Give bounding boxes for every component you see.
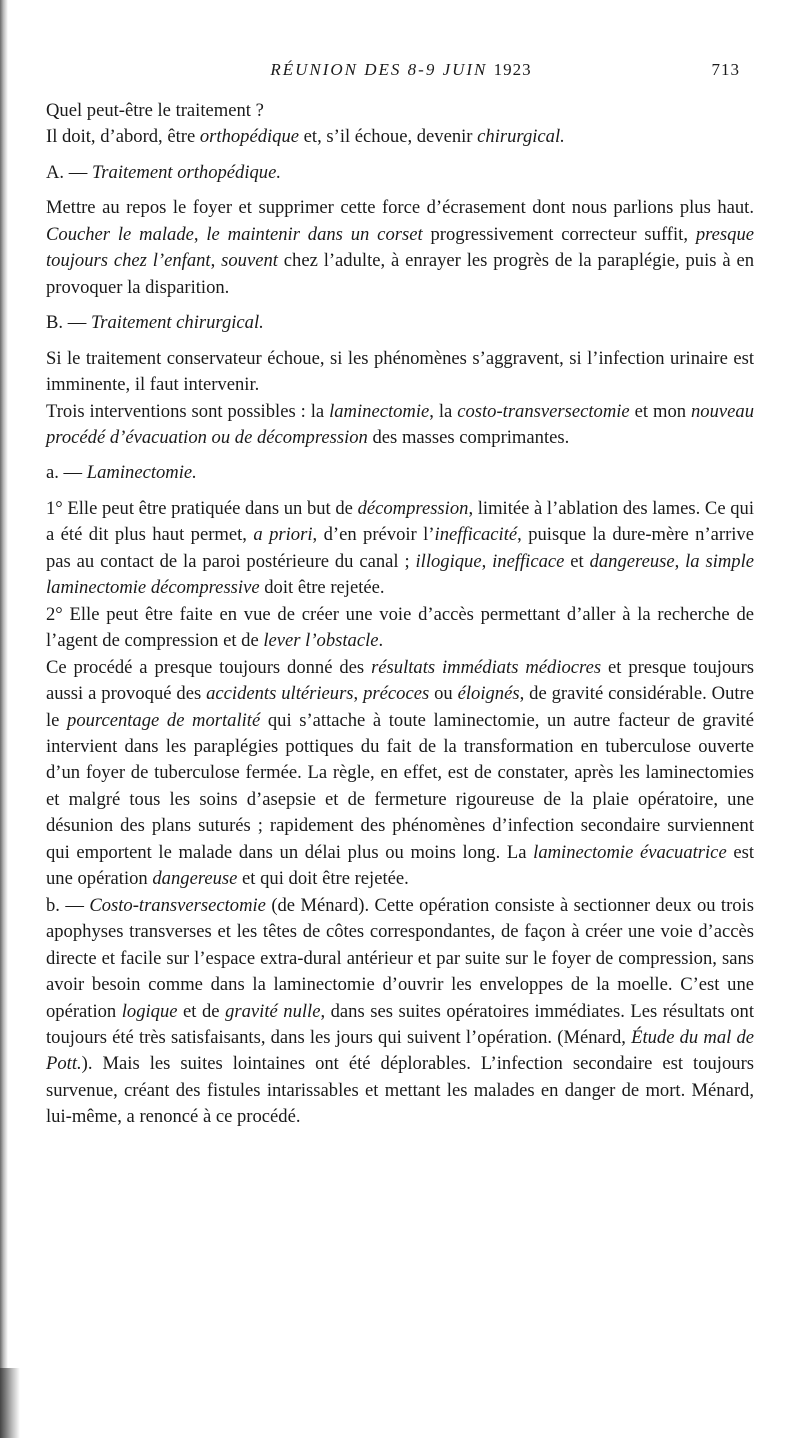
text-run: Si le traitement conservateur échoue, si les phénomènes s’aggravent, si l’infection urinaire est imminente, il faut intervenir.	[46, 347, 754, 396]
text-run: et qui doit être rejetée.	[237, 868, 409, 890]
text-run: doit être rejetée.	[259, 577, 385, 599]
italic-run: accidents ultérieurs	[206, 683, 354, 705]
italic-run: nouveau procédé d’évacuation ou de décompression	[46, 400, 754, 448]
text-run: A. —	[46, 161, 92, 183]
text-run: b. —	[46, 894, 90, 916]
text-run: Ce procédé a presque toujours donné des	[46, 656, 372, 678]
text-run: , dans ses suites opératoires immédiates. Les résultats ont toujours été très satisfaisants, dans les jours qui suivent l’opération. (Ménard,	[46, 1000, 754, 1048]
page-number: 713	[711, 60, 740, 79]
text-run: .	[378, 630, 384, 652]
italic-run: a priori	[253, 524, 313, 546]
text-run: Mettre au repos le foyer et supprimer cette force d’écrasement dont nous parlions plus haut.	[46, 197, 754, 219]
text-run: ,	[353, 683, 364, 705]
italic-run: Laminectomie.	[86, 462, 197, 484]
italic-run: Coucher le malade	[46, 223, 194, 245]
italic-run: lever l’obstacle	[263, 630, 379, 652]
italic-run: laminectomie	[329, 400, 430, 422]
page-binding-edge-bottom	[0, 1368, 20, 1438]
italic-run: dangereuse	[589, 550, 675, 572]
italic-run: souvent	[221, 250, 278, 272]
text-run: a. —	[46, 462, 87, 484]
page-header	[48, 60, 754, 90]
text-run: Il doit, d’abord, être	[46, 126, 200, 148]
text-run: et mon	[629, 400, 691, 422]
italic-run: Étude du mal de Pott.	[46, 1026, 754, 1075]
text-run: 2° Elle peut être faite en vue de créer une voie d’accès permettant d’aller à la recherche de l’agent de compression et de	[46, 603, 754, 652]
paragraph-laminectomy-2	[46, 602, 754, 655]
text-run: B. —	[46, 312, 91, 334]
italic-run: précoces	[363, 683, 430, 705]
italic-run: presque toujours chez l’enfant	[46, 223, 754, 272]
running-title-text: RÉUNION DES 8-9 JUIN	[270, 60, 488, 79]
italic-run: costo-transversectomie	[457, 400, 630, 422]
paragraph-costo-transversectomy	[46, 893, 754, 1131]
italic-run: gravité nulle	[225, 1000, 321, 1022]
italic-run: pourcentage de mortalité	[67, 709, 261, 731]
text-run: ,	[481, 550, 493, 572]
italic-run: Costo-transversectomie	[89, 894, 266, 916]
text-run: ). Mais les suites lointaines ont été déplorables. L’infection secondaire est toujours survenue, créant des fistules intarissables et mettant les malades en danger de mort. Ménard, lui-même, a renoncé à ce procédé.	[46, 1053, 754, 1128]
section-heading-a	[46, 160, 754, 186]
italic-run: résultats immédiats médiocres	[371, 656, 602, 678]
text-run: ,	[193, 223, 207, 245]
italic-run: logique	[121, 1000, 178, 1022]
text-run: chez l’adulte, à enrayer les progrès de la paraplégie, puis à en provoquer la disparition.	[46, 250, 754, 298]
italic-run: dangereuse	[152, 868, 238, 890]
text-run: et de	[177, 1000, 226, 1022]
italic-run: la simple laminectomie décompressive	[46, 550, 755, 599]
text-run: (de Ménard). Cette opération consiste à sectionner deux ou trois apophyses transverses et les têtes de côtes correspondantes, de façon à créer une voie d’accès directe et facile sur l’espace extra-dural antérieur et par suite sur le foyer de compression, sans avoir besoin comme dans la laminectomie d’ouvrir les enveloppes de la moelle. C’est une opération	[46, 894, 754, 1022]
text-run: ,	[674, 550, 686, 572]
italic-run: décompression	[357, 497, 469, 519]
italic-run: orthopédique	[199, 126, 300, 148]
text-run: 1° Elle peut être pratiquée dans un but de	[46, 497, 358, 519]
text-run: est une opération	[46, 841, 755, 890]
italic-run: éloignés	[457, 683, 520, 705]
italic-run: le maintenir dans un corset	[206, 223, 423, 245]
text-run: , limitée à l’ablation des lames. Ce qui a été dit plus haut permet,	[46, 497, 755, 546]
italic-run: inefficace	[492, 550, 565, 572]
text-run: , d’en prévoir l’	[312, 524, 435, 546]
text-run: et presque toujours aussi a provoqué des	[46, 656, 754, 705]
text-run: , la	[429, 400, 458, 422]
text-run: ou	[429, 683, 458, 705]
text-run: et, s’il échoue, devenir	[299, 126, 478, 148]
page-binding-edge	[0, 0, 8, 1438]
paragraph-results	[46, 655, 754, 893]
text-run: Trois interventions sont possibles : la	[46, 400, 330, 422]
section-heading-b	[46, 310, 754, 336]
text-run: et	[564, 550, 590, 572]
paragraph-conservative-fails	[46, 346, 754, 399]
italic-run: Traitement orthopédique.	[91, 161, 281, 183]
text-run: , puisque la dure-mère n’arrive pas au contact de la paroi postérieure du canal ;	[46, 524, 754, 572]
italic-run: chirurgical.	[477, 126, 565, 148]
text-run: ,	[210, 250, 222, 272]
text-run: progressivement correcteur suffit,	[422, 223, 696, 245]
italic-run: inefficacité	[434, 524, 518, 546]
running-title-year: 1923	[493, 60, 532, 79]
subsection-heading-laminectomy	[46, 460, 754, 486]
italic-run: Traitement chirurgical.	[90, 312, 264, 334]
text-run: Quel peut-être le traitement ?	[46, 100, 264, 121]
body-text	[46, 98, 754, 1131]
text-run: , de gravité considérable. Outre le	[46, 683, 754, 731]
italic-run: illogique	[415, 550, 482, 572]
running-title	[48, 60, 754, 80]
italic-run: laminectomie évacuatrice	[533, 841, 727, 863]
text-run: des masses comprimantes.	[367, 426, 570, 448]
paragraph-laminectomy-1	[46, 496, 754, 602]
paragraph-question	[46, 98, 754, 124]
paragraph-three-interventions	[46, 399, 754, 452]
text-run: qui s’attache à toute laminectomie, un autre facteur de gravité intervient dans les paraplégies pottiques du fait de la transformation en tuberculose ouverte d’un foyer de tuberculose fermée. La règle, en effet, est de constater, après les laminectomies et malgré tous les soins d’asepsie et de fermeture rigoureuse de la plaie opératoire, une désunion des plans suturés ; rapidement des phénomènes d’infection secondaire surviennent qui emportent le malade dans un délai plus ou moins long. La	[46, 709, 754, 863]
paragraph-orthopedic	[46, 195, 754, 301]
paragraph-treatment-intro	[46, 124, 754, 150]
